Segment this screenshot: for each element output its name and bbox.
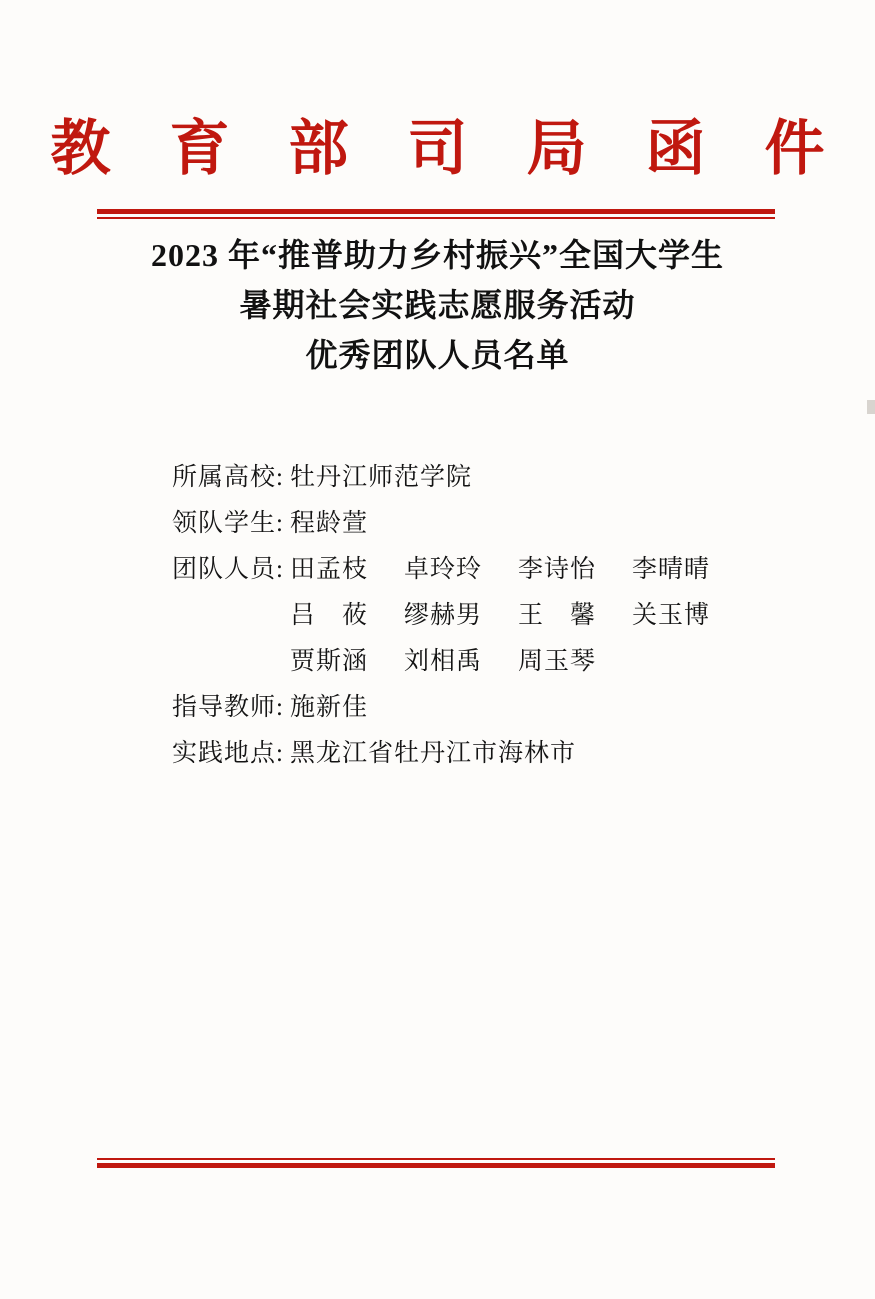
page-title-line-2: 暑期社会实践志愿服务活动 [239,287,636,323]
field-school [172,455,812,501]
field-members [172,547,812,685]
footer-divider [97,1158,775,1168]
member-name: 贾斯涵 [289,648,368,675]
member-row [290,547,724,593]
member-name: 李诗怡 [517,556,596,583]
scan-edge-artifact [867,400,875,414]
member-name: 周玉琴 [517,648,596,675]
page-title-line-1: 2023 年“推普助力乡村振兴”全国大学生 [150,237,724,273]
field-leader-label: 领队学生: [172,510,284,537]
member-name: 缪赫男 [403,602,482,629]
field-members-label: 团队人员: [172,556,284,583]
field-leader [172,501,812,547]
member-name: 刘相禹 [403,648,482,675]
field-teacher-value: 施新佳 [289,694,368,721]
masthead [0,118,875,181]
detail-list [172,455,812,777]
field-place-value: 黑龙江省牡丹江市海林市 [289,740,576,767]
member-rows [284,547,724,685]
header-divider-thin [97,217,775,219]
member-name: 卓玲玲 [403,556,482,583]
field-teacher-label: 指导教师: [172,694,284,721]
member-row [290,593,724,639]
member-name: 吕 莜 [289,602,368,629]
field-teacher [172,685,812,731]
member-name: 王 馨 [517,602,596,629]
header-divider [97,209,775,219]
footer-divider-thick [97,1163,775,1168]
field-school-label: 所属高校: [172,464,284,491]
member-name: 田孟枝 [289,556,368,583]
page-title [0,230,875,380]
masthead-title: 教 育 部 司 局 函 件 [50,116,847,182]
member-row [290,639,724,685]
field-school-value: 牡丹江师范学院 [289,464,472,491]
field-place-label: 实践地点: [172,740,284,767]
member-name: 李晴晴 [631,556,710,583]
member-name: 关玉博 [631,602,710,629]
field-place [172,731,812,777]
page-title-line-3: 优秀团队人员名单 [305,337,570,373]
field-leader-value: 程龄萱 [289,510,368,537]
